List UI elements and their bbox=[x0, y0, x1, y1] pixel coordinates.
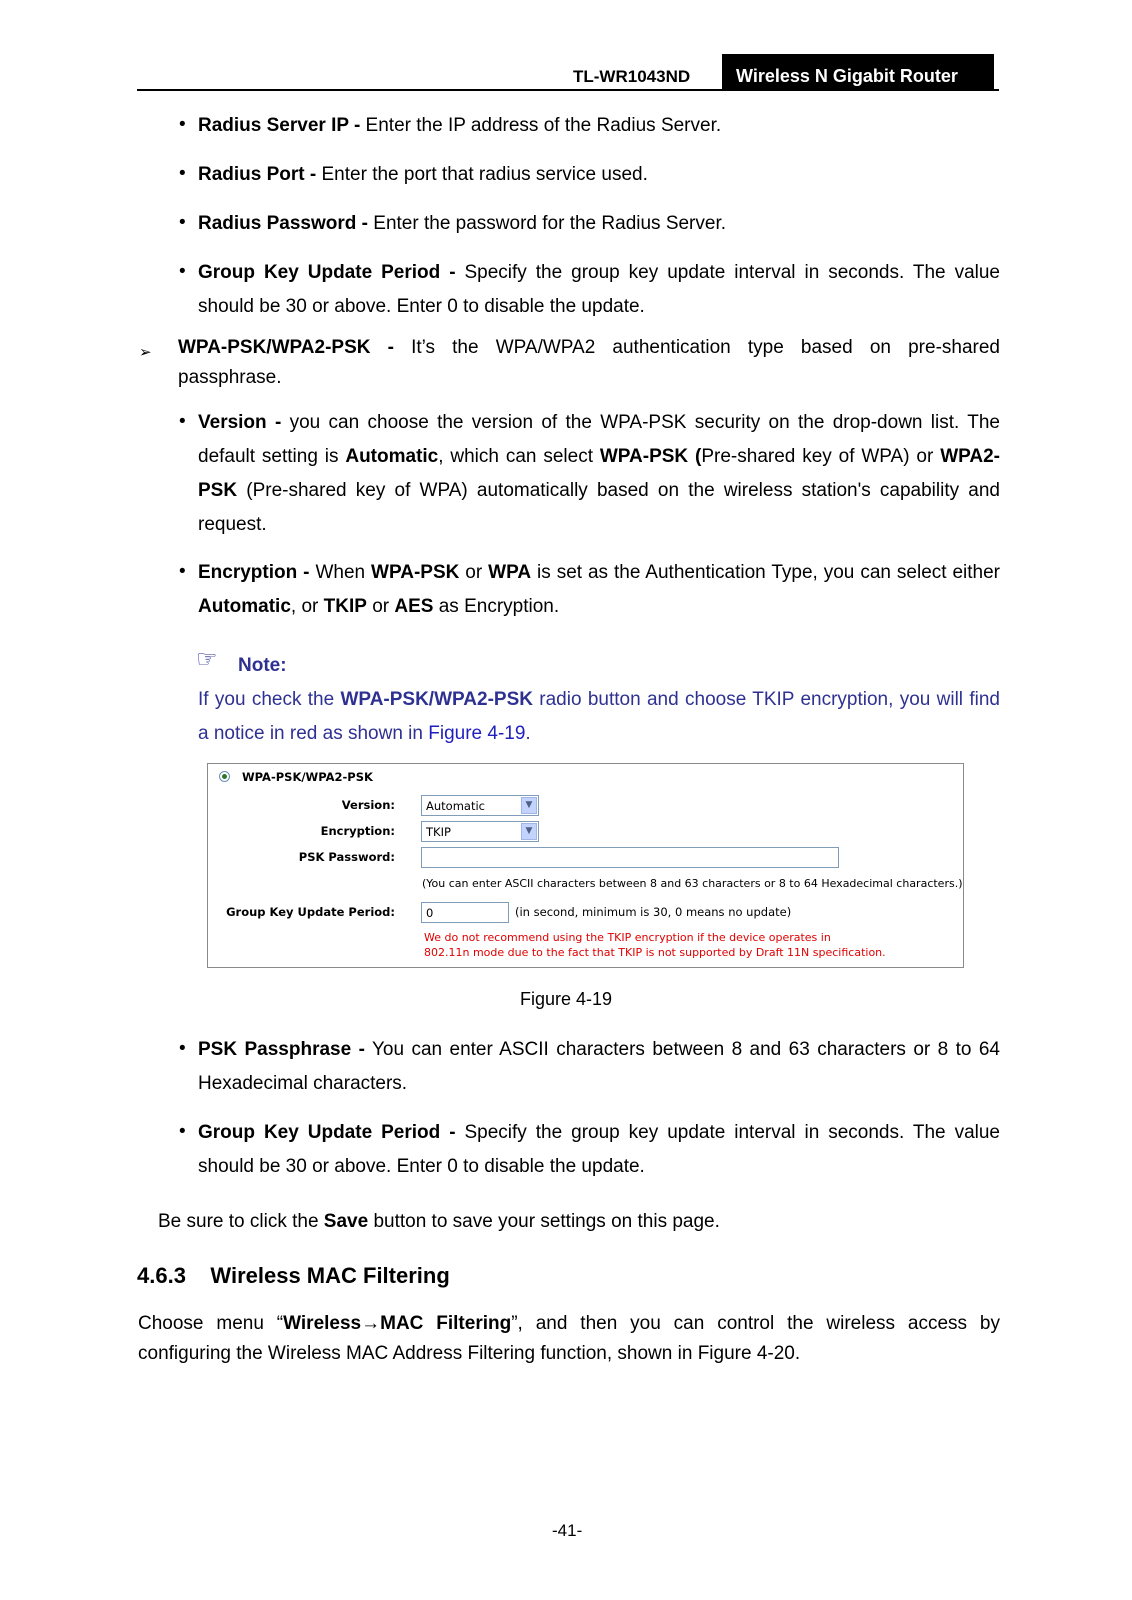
save-instruction: Be sure to click the Save button to save your settings on this page. bbox=[158, 1211, 720, 1232]
bullet-dot: • bbox=[179, 163, 186, 184]
group-key-input[interactable]: 0 bbox=[421, 902, 509, 923]
figure-4-19-screenshot bbox=[207, 763, 964, 968]
bullet-radius-port: Radius Port - Enter the port that radius service used. bbox=[198, 164, 648, 185]
version-label: Version: bbox=[341, 798, 395, 812]
bullet-dot: • bbox=[179, 1121, 186, 1142]
bullet-encryption: Encryption - When WPA-PSK or WPA is set as the Authentication Type, you can select either Automatic, or TKIP or AES as Encryption. bbox=[198, 562, 1001, 617]
bullet-group-key-update: Group Key Update Period - Specify the group key update interval in seconds. The value should be 30 or above. Enter 0 to disable the update. bbox=[198, 262, 1001, 317]
bullet-dot: • bbox=[179, 212, 186, 233]
figure-reference-link[interactable]: Figure 4-20 bbox=[697, 1343, 795, 1364]
bullet-radius-server-ip: Radius Server IP - Enter the IP address of the Radius Server. bbox=[198, 115, 722, 136]
group-key-label: Group Key Update Period: bbox=[226, 905, 395, 919]
bullet-version: Version - you can choose the version of the WPA-PSK security on the drop-down list. The default setting is Automatic, which can select WPA-PSK (Pre-shared key of WPA) or WPA2-PSK (Pre-shared key of WPA) automatically based on the wireless station's capability and request. bbox=[198, 412, 1001, 535]
page-number: -41- bbox=[552, 1521, 583, 1540]
psk-section-intro: WPA-PSK/WPA2-PSK - It’s the WPA/WPA2 authentication type based on pre-shared passphrase. bbox=[178, 337, 1000, 388]
chevron-down-icon: ▼ bbox=[521, 797, 537, 814]
header-model: TL-WR1043ND bbox=[573, 67, 691, 86]
figure-caption: Figure 4-19 bbox=[520, 989, 613, 1009]
encryption-label: Encryption: bbox=[320, 824, 395, 838]
psk-radio-label: WPA-PSK/WPA2-PSK bbox=[242, 770, 373, 784]
mac-filtering-intro: Choose menu “Wireless→MAC Filtering”, and then you can control the wireless access by configuring the Wireless MAC Address Filtering function, shown in Figure 4-20. bbox=[138, 1313, 1000, 1364]
group-key-hint: (in second, minimum is 30, 0 means no update) bbox=[515, 905, 792, 919]
header-rule bbox=[137, 89, 999, 91]
tkip-warning-line-1: We do not recommend using the TKIP encryption if the device operates in bbox=[424, 931, 831, 944]
bullet-radius-password: Radius Password - Enter the password for the Radius Server. bbox=[198, 213, 727, 234]
section-heading: 4.6.3 Wireless MAC Filtering bbox=[137, 1263, 450, 1288]
bullet-dot: • bbox=[179, 411, 186, 432]
psk-password-label: PSK Password: bbox=[298, 850, 395, 864]
tkip-warning-line-2: 802.11n mode due to the fact that TKIP is not supported by Draft 11N specification. bbox=[424, 946, 886, 959]
note-text: If you check the WPA-PSK/WPA2-PSK radio button and choose TKIP encryption, you will find a notice in red as shown in Figure 4-19. bbox=[198, 689, 1000, 744]
encryption-select-value: TKIP bbox=[426, 825, 451, 839]
bullet-dot: • bbox=[179, 261, 186, 282]
psk-radio-button[interactable] bbox=[219, 771, 230, 782]
encryption-select[interactable] bbox=[421, 821, 539, 842]
bullet-psk-passphrase: PSK Passphrase - You can enter ASCII characters between 8 and 63 characters or 8 to 64 Hexadecimal characters. bbox=[198, 1039, 1000, 1094]
bullet-dot: • bbox=[179, 561, 186, 582]
psk-password-hint: (You can enter ASCII characters between 8 and 63 characters or 8 to 64 Hexadecimal characters.) bbox=[422, 877, 963, 890]
version-select[interactable] bbox=[421, 795, 539, 816]
figure-reference-link[interactable]: Figure 4-19 bbox=[428, 723, 526, 744]
arrow-bullet-icon: ➢ bbox=[139, 344, 152, 361]
version-select-value: Automatic bbox=[426, 799, 485, 813]
chevron-down-icon: ▼ bbox=[521, 823, 537, 840]
note-label: Note: bbox=[238, 655, 287, 676]
bullet-dot: • bbox=[179, 1038, 186, 1059]
bullet-group-key-update-2: Group Key Update Period - Specify the group key update interval in seconds. The value should be 30 or above. Enter 0 to disable the update. bbox=[198, 1122, 1001, 1177]
bullet-dot: • bbox=[179, 114, 186, 135]
pointing-hand-icon: ☞ bbox=[196, 646, 218, 673]
psk-password-input[interactable] bbox=[421, 847, 839, 868]
header-product-banner: Wireless N Gigabit Router bbox=[722, 54, 994, 91]
